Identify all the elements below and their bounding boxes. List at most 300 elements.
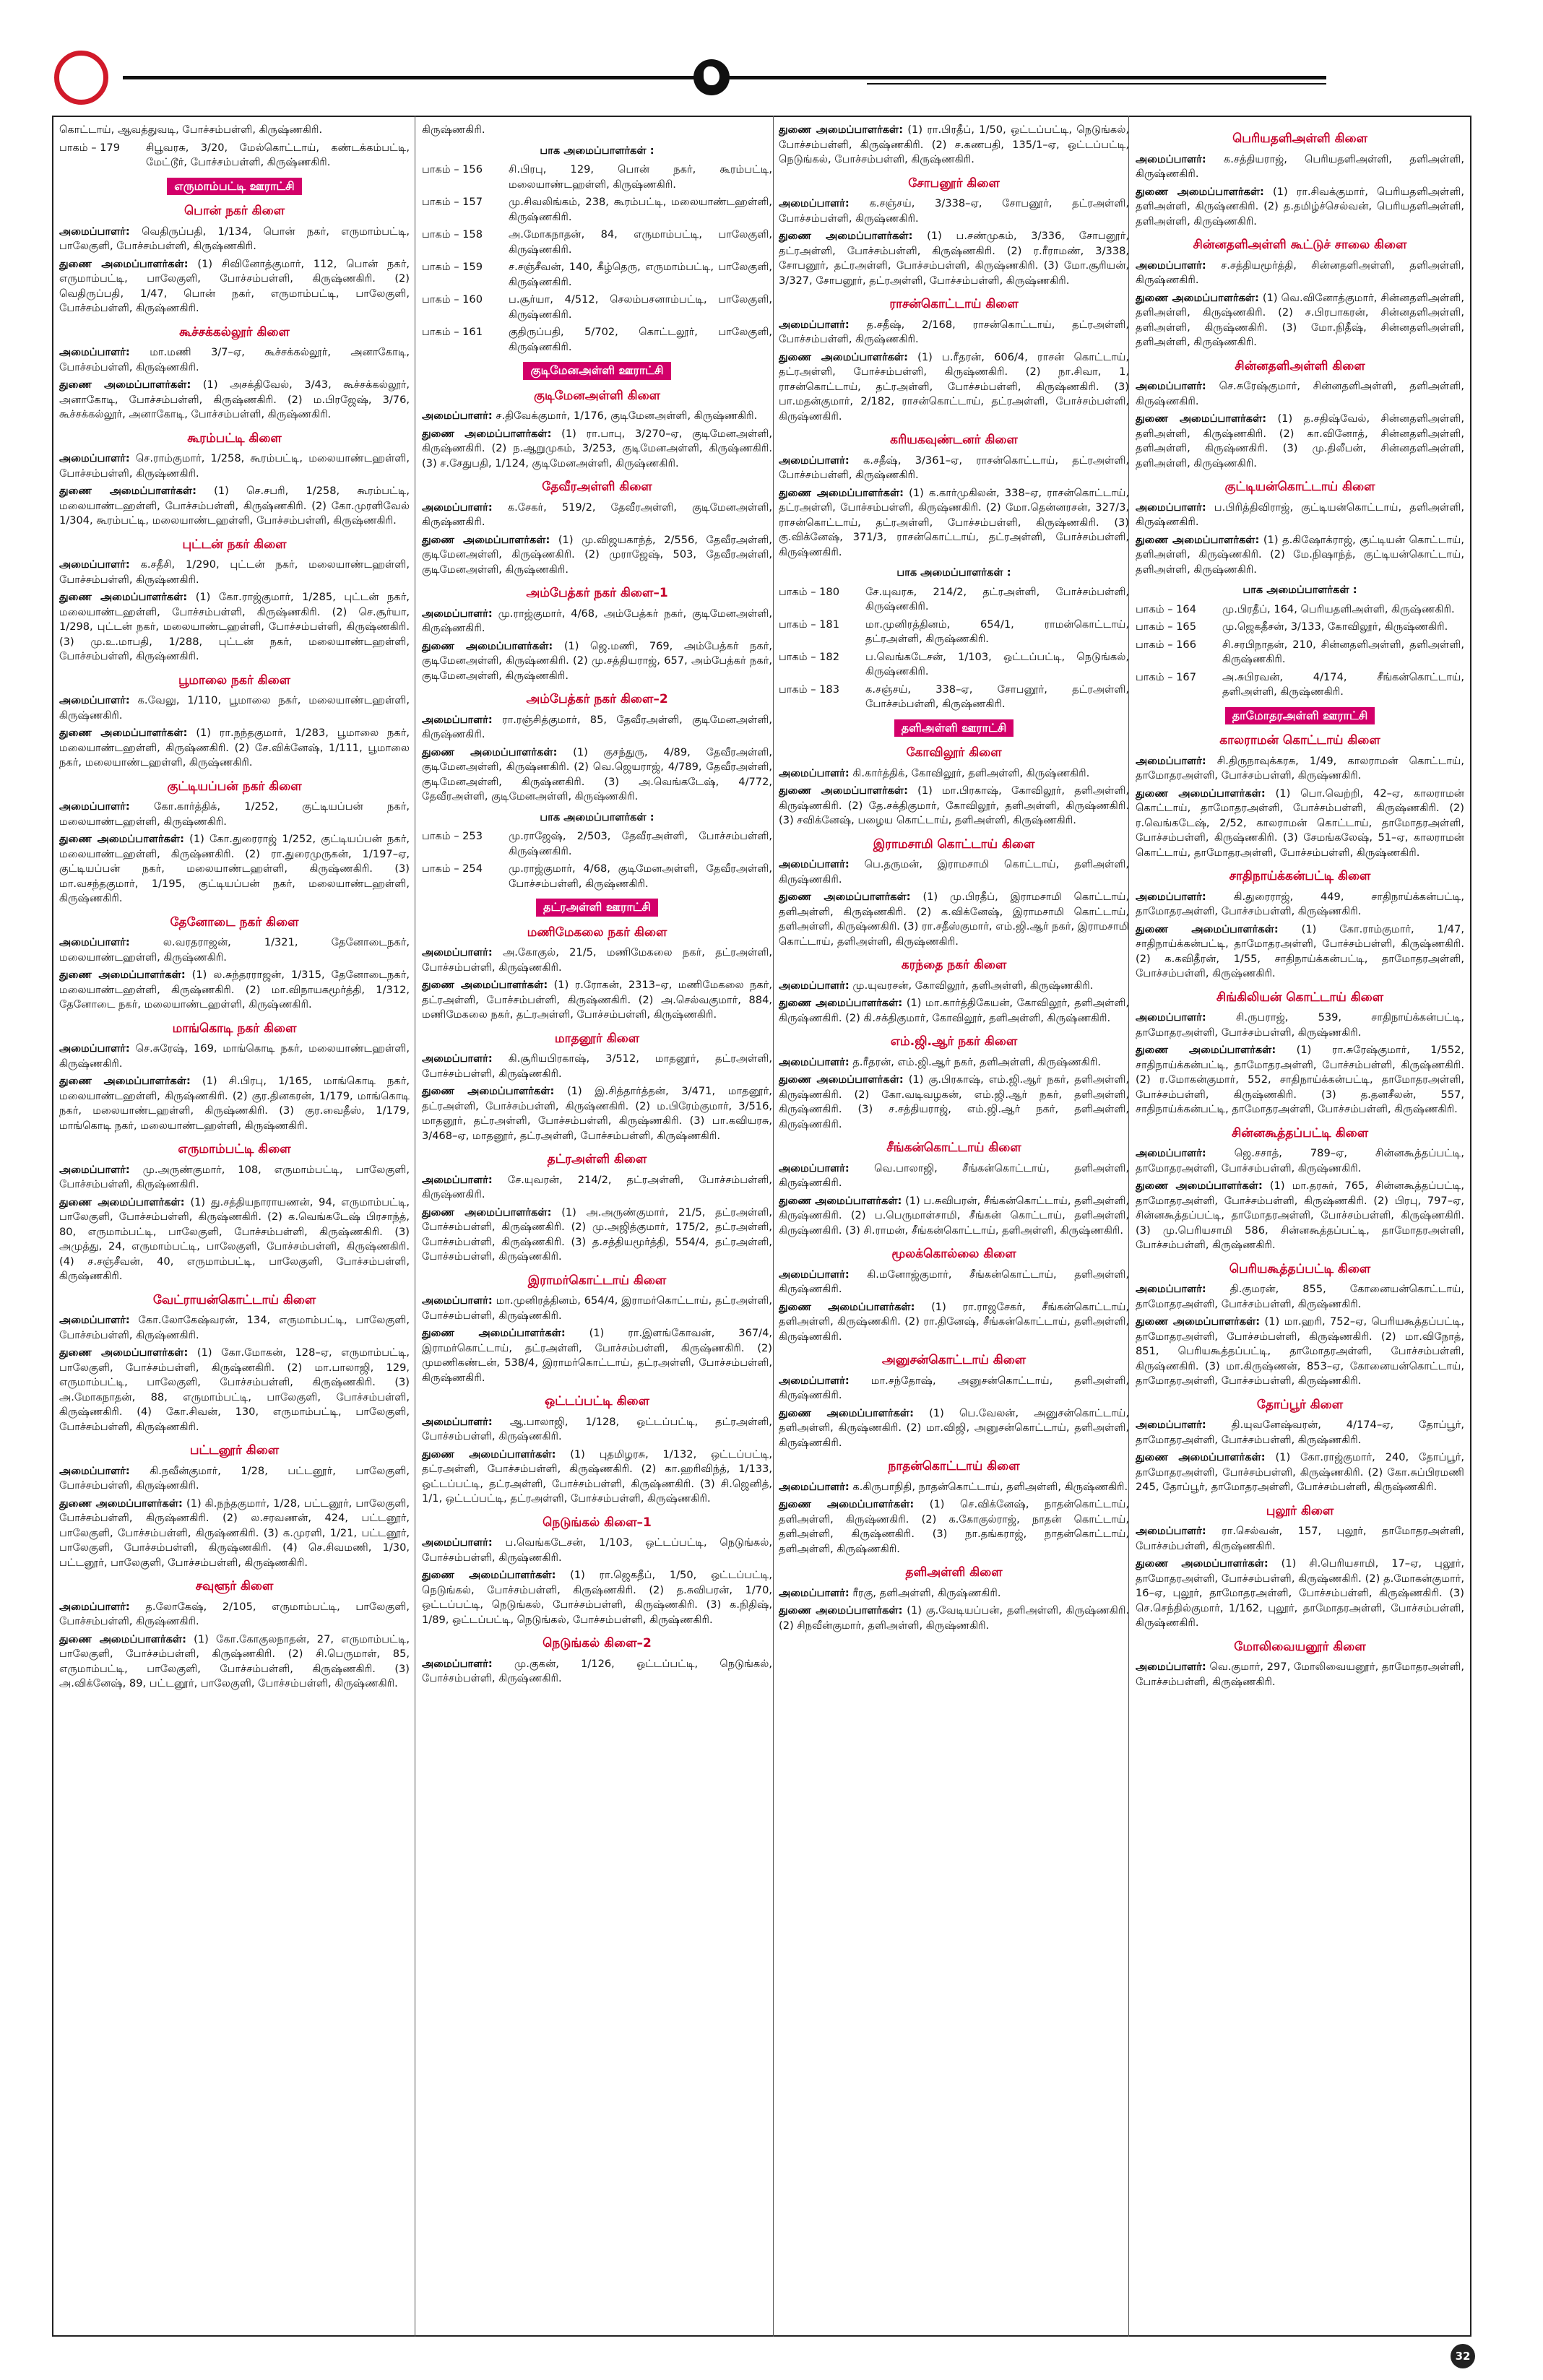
member-entry: [422, 1294, 772, 1323]
member-details: மா.மணி 3/7–ஏ, கூச்சக்கல்லூர், அனாகோடி, போச்சம்பள்ளி, கிருஷ்ணகிரி.: [59, 346, 410, 373]
booth-number: பாகம் – 181: [779, 618, 839, 631]
role-label: அமைப்பாளர்:: [422, 946, 493, 959]
member-details: ச.சத்தியமூர்த்தி, சின்னதளிஅள்ளி, தளிஅள்ளி, கிருஷ்ணகிரி.: [1136, 259, 1464, 286]
member-entry: [59, 378, 410, 423]
member-entry: [422, 1173, 772, 1203]
member-details: (1) புதமிழரசு, 1/132, ஒட்டப்பட்டி, தட்ரஅள்ளி, போச்சம்பள்ளி, கிருஷ்ணகிரி. (2) கா.ஹரிவிந்த், 1/133, ஒட்டப்பட்டி, தட்ரஅள்ளி, போச்சம்பள்ளி, கிருஷ்ணகிரி. (3) சி.ஜெனித், 1/1, ஒட்டப்பட்டி, தட்ரஅள்ளி, போச்சம்பள்ளி, கிருஷ்ணகிரி.: [422, 1448, 772, 1505]
member-entry: [59, 257, 410, 316]
member-details: பெ.தருமன், இராமசாமி கொட்டாய், தளிஅள்ளி, கிருஷ்ணகிரி.: [779, 858, 1130, 886]
member-entry: [59, 1163, 410, 1193]
member-entry: [422, 607, 772, 636]
member-details: செ.சுரேஷ்குமார், சின்னதளிஅள்ளி, தளிஅள்ளி, கிருஷ்ணகிரி.: [1136, 380, 1464, 407]
role-label: துணை அமைப்பாளர்கள்:: [59, 485, 196, 497]
branch-heading: சின்னதளிஅள்ளி கூட்டுச் சாலை கிளை: [1193, 238, 1407, 252]
role-label: துணை அமைப்பாளர்கள்:: [422, 1448, 556, 1461]
member-entry: [779, 766, 1129, 782]
member-entry: [779, 1586, 1129, 1601]
branch-heading: நாதன்கொட்டாய் கிளை: [888, 1459, 1020, 1474]
member-entry: [422, 1206, 772, 1265]
member-details: (1) ர.ரோகன், 2313–ஏ, மணிமேகலை நகர், தட்ரஅள்ளி, போச்சம்பள்ளி, கிருஷ்ணகிரி. (2) அ.செல்வகுமார், 884, மணிமேகலை நகர், தட்ரஅள்ளி, போச்சம்பள்ளி, கிருஷ்ணகிரி.: [422, 979, 773, 1021]
member-details: க.கிருபாநிதி, நாதன்கொட்டாய், தளிஅள்ளி, கிருஷ்ணகிரி.: [852, 1480, 1128, 1493]
member-details: கொட்டாய், ஆவத்துவடி, போச்சம்பள்ளி, கிருஷ்ணகிரி.: [59, 124, 323, 136]
role-label: துணை அமைப்பாளர்கள்:: [59, 591, 188, 603]
corner-circle-ornament: [54, 51, 108, 105]
booth-number: பாகம் – 254: [422, 862, 483, 875]
role-label: துணை அமைப்பாளர்கள்:: [422, 427, 552, 440]
member-details: (1) செ.விக்னேஷ், நாதன்கொட்டாய், தளிஅள்ளி, கிருஷ்ணகிரி. (2) க.கோகுல்ராஜ், நாதன் கொட்டாய், தளிஅள்ளி, கிருஷ்ணகிரி. (3) நா.தங்கராஜ், நாதன்கொட்டாய், தளிஅள்ளி, கிருஷ்ணகிரி.: [779, 1498, 1129, 1555]
booth-entry: [422, 228, 772, 257]
role-label: துணை அமைப்பாளர்கள்:: [422, 1206, 552, 1219]
member-entry: [1136, 185, 1464, 230]
branch-heading: கூச்சக்கல்லூர் கிளை: [179, 324, 290, 339]
branch-heading: சீங்கன்கொட்டாய் கிளை: [886, 1141, 1021, 1155]
role-label: துணை அமைப்பாளர்கள்:: [59, 727, 188, 739]
member-details: (1) கோ.மோகன், 128–ஏ, எருமாம்பட்டி, பாலேகுளி, போச்சம்பள்ளி, கிருஷ்ணகிரி. (2) மா.பாலாஜி, 129, எருமாம்பட்டி, பாலேகுளி, போச்சம்பள்ளி, கிருஷ்ணகிரி. (3) அ.மோகநாதன், 88, எருமாம்பட்டி, பாலேகுளி, போச்சம்பள்ளி, கிருஷ்ணகிரி. (4) கோ.சிவன், 130, எருமாம்பட்டி, பாலேகுளி, போச்சம்பள்ளி, கிருஷ்ணகிரி.: [59, 1346, 410, 1433]
role-label: துணை அமைப்பாளர்கள்:: [422, 639, 553, 652]
member-entry: [59, 1346, 410, 1435]
member-details: தி.யுவனேஷ்வரன், 4/174–ஏ, தோப்பூர், தாமோதரஅள்ளி, போச்சம்பள்ளி, கிருஷ்ணகிரி.: [1136, 1419, 1464, 1446]
member-details: (1) ரா.ஜெகதீப், 1/50, ஒட்டப்பட்டி, நெடுங்கல், போச்சம்பள்ளி, கிருஷ்ணகிரி. (2) த.சுவிபரன், 1/70, ஒட்டப்பட்டி, நெடுங்கல், போச்சம்பள்ளி, கிருஷ்ணகிரி. (3) க.நிதிஷ், 1/89, ஒட்டப்பட்டி, நெடுங்கல், போச்சம்பள்ளி, கிருஷ்ணகிரி.: [422, 1569, 773, 1626]
role-label: அமைப்பாளர்:: [59, 1600, 130, 1613]
member-details: செ.சுரேஷ், 169, மாங்கொடி நகர், மலையாண்டஹள்ளி, கிருஷ்ணகிரி.: [59, 1042, 410, 1070]
member-details: (1) து.சத்தியநாராயணன், 94, எருமாம்பட்டி, பாலேகுளி, போச்சம்பள்ளி, கிருஷ்ணகிரி. (2) க.வெங்கடேஷ் பிரசாந்த், 80, எருமாம்பட்டி, பாலேகுளி, போச்சம்பள்ளி, கிருஷ்ணகிரி. (3) அமுத்து, 24, எருமாம்பட்டி, பாலேகுளி, போச்சம்பள்ளி, கிருஷ்ணகிரி. (4) ச.சஞ்சீவன், 40, எருமாம்பட்டி, பாலேகுளி, போச்சம்பள்ளி, கிருஷ்ணகிரி.: [59, 1195, 410, 1282]
member-details: மா.முனிரத்தினம், 654/4, இராமர்கொட்டாய், தட்ரஅள்ளி, போச்சம்பள்ளி, கிருஷ்ணகிரி.: [422, 1294, 772, 1322]
role-label: அமைப்பாளர்:: [422, 410, 493, 422]
member-details: ல.வரதராஜன், 1/321, தேனோடைநகர், மலையாண்டஹள்ளி, கிருஷ்ணகிரி.: [59, 936, 410, 964]
member-details: (1) பெ.வேலன், அனுசன்கொட்டாய், தளிஅள்ளி, கிருஷ்ணகிரி. (2) மா.விஜி, அனுசன்கொட்டாய், தளிஅள்ளி, கிருஷ்ணகிரி.: [779, 1406, 1130, 1449]
member-entry: [422, 1568, 772, 1627]
member-entry: [59, 1632, 410, 1692]
member-details: (1) த.கிஷோக்ராஜ், குட்டியன் கொட்டாய், தளிஅள்ளி, கிருஷ்ணகிரி. (2) மே.நிஷாந்த், குட்டியன்கொட்டாய், தளிஅள்ளி, கிருஷ்ணகிரி.: [1136, 533, 1465, 576]
member-entry: [1136, 1179, 1464, 1253]
member-details: (1) கோ.ராம்குமார், 1/47, சாதிநாய்க்கன்பட்டி, தாமோதரஅள்ளி, போச்சம்பள்ளி, கிருஷ்ணகிரி. (2) க.கவிதீரன், 1/55, சாதிநாய்க்கன்பட்டி, தாமோதரஅள்ளி, போச்சம்பள்ளி, கிருஷ்ணகிரி.: [1136, 922, 1465, 979]
booth-entry: [1136, 620, 1464, 635]
booth-number: பாகம் – 157: [422, 196, 483, 208]
booth-entry: [1136, 670, 1464, 700]
member-entry: [422, 409, 772, 424]
role-label: துணை அமைப்பாளர்கள்:: [59, 257, 189, 270]
member-details: (1) சி.பிரபு, 1/165, மாங்கொடி நகர், மலையாண்டஹள்ளி, கிருஷ்ணகிரி. (2) குர.தினகரன், 1/179, மாங்கொடி நகர், மலையாண்டஹள்ளி, கிருஷ்ணகிரி. (3) குர.வைதீஸ், 1/179, மாங்கொடி நகர், மலையாண்டஹள்ளி, கிருஷ்ணகிரி.: [59, 1075, 410, 1132]
member-details: சி.திருநாவுக்கரசு, 1/49, காலராமன் கொட்டாய், தாமோதரஅள்ளி, போச்சம்பள்ளி, கிருஷ்ணகிரி.: [1136, 754, 1464, 782]
member-entry: [779, 486, 1129, 561]
branch-heading: கரியகவுண்டனர் கிளை: [890, 433, 1018, 447]
branch-heading: காலராமன் கொட்டாய் கிளை: [1219, 733, 1380, 748]
member-details: (1) ல.சுந்தரராஜன், 1/315, தேனோடைநகர், மலையாண்டஹள்ளி, கிருஷ்ணகிரி. (2) மா.விநாயகமூர்த்தி, 1/312, தேனோடை நகர், மலையாண்டஹள்ளி, கிருஷ்ணகிரி.: [59, 969, 410, 1011]
member-entry: [779, 996, 1129, 1026]
column-2: [422, 123, 772, 1689]
role-label: துணை அமைப்பாளர்கள்:: [1136, 291, 1259, 304]
role-label: துணை அமைப்பாளர்கள்:: [59, 1195, 185, 1208]
column-3: [779, 123, 1129, 1636]
member-entry: [422, 713, 772, 743]
role-label: அமைப்பாளர்:: [59, 694, 130, 706]
member-details: (1) கோ.ராஜ்குமார், 1/285, புட்டன் நகர், மலையாண்டஹள்ளி, போச்சம்பள்ளி, கிருஷ்ணகிரி. (2) செ.சூர்யா, 1/298, புட்டன் நகர், மலையாண்டஹள்ளி, போச்சம்பள்ளி, கிருஷ்ணகிரி. (3) மு.உ.மாபதி, 1/288, புட்டன் நகர், மலையாண்டஹள்ளி, போச்சம்பள்ளி, கிருஷ்ணகிரி.: [59, 591, 410, 662]
member-entry: [59, 123, 410, 138]
booth-number: பாகம் – 253: [422, 830, 483, 842]
member-entry: [422, 978, 772, 1023]
booth-number: பாகம் – 161: [422, 326, 483, 338]
member-entry: [779, 1194, 1129, 1239]
role-label: துணை அமைப்பாளர்கள்:: [422, 1085, 555, 1097]
role-label: துணை அமைப்பாளர்கள்:: [779, 1300, 915, 1313]
member-details: (1) கி.நந்தகுமார், 1/28, பட்டனூர், பாலேகுளி, போச்சம்பள்ளி, கிருஷ்ணகிரி. (2) ல.சரவணன், 424, பட்டனூர், பாலேகுளி, போச்சம்பள்ளி, கிருஷ்ணகிரி. (3) க.முரளி, 1/21, பட்டனூர், பாலேகுளி, போச்சம்பள்ளி, கிருஷ்ணகிரி. (4) செ.சிவமணி, 1/30, பட்டனூர், பாலேகுளி, போச்சம்பள்ளி, கிருஷ்ணகிரி.: [59, 1497, 410, 1569]
member-details: (1) மு.பிரதீப், இராமசாமி கொட்டாய், தளிஅள்ளி, கிருஷ்ணகிரி. (2) க.விக்னேஷ், இராமசாமி கொட்டாய், தளிஅள்ளி, கிருஷ்ணகிரி. (3) ரா.சதீஸ்குமார், எம்.ஜி.ஆர் நகர், இராமசாமி கொட்டாய், தளிஅள்ளி, கிருஷ்ணகிரி.: [779, 891, 1129, 948]
booth-entry: [779, 683, 1129, 712]
member-details: க.சேகர், 519/2, தேவீரஅள்ளி, குடிமேனஅள்ளி, கிருஷ்ணகிரி.: [422, 501, 773, 528]
branch-heading: சோபனூர் கிளை: [908, 176, 1000, 191]
member-entry: [59, 558, 410, 587]
branch-heading: மாதனூர் கிளை: [554, 1031, 640, 1046]
panchayat-banner: எருமாம்பட்டி ஊராட்சி: [167, 178, 301, 196]
role-label: துணை அமைப்பாளர்கள்:: [779, 1073, 904, 1086]
member-entry: [1136, 1011, 1464, 1040]
branch-heading: தோப்பூர் கிளை: [1256, 1397, 1344, 1412]
booth-details: க.சஞ்சய், 338–ஏ, சோபனூர், தட்ரஅள்ளி, போச்சம்பள்ளி, கிருஷ்ணகிரி.: [865, 683, 1129, 710]
booth-details: ப.சூர்யா, 4/512, செலம்பசனாம்பட்டி, பாலேகுளி, கிருஷ்ணகிரி.: [509, 293, 772, 321]
member-details: வெதிருப்பதி, 1/134, பொன் நகர், எருமாம்பட்டி, பாலேகுளி, போச்சம்பள்ளி, கிருஷ்ணகிரி.: [59, 225, 410, 252]
panchayat-banner: தளிஅள்ளி ஊராட்சி: [894, 719, 1014, 737]
member-entry: [422, 745, 772, 805]
branch-heading: புட்டன் நகர் கிளை: [182, 537, 287, 552]
branch-heading: அம்பேத்கர் நகர் கிளை–2: [526, 692, 668, 706]
role-label: துணை அமைப்பாளர்கள்:: [59, 1632, 186, 1645]
branch-heading: தட்ரஅள்ளி கிளை: [547, 1152, 647, 1167]
member-entry: [779, 350, 1129, 425]
booth-entry: [1136, 638, 1464, 667]
member-details: (1) கு.பிரகாஷ், எம்.ஜி.ஆர் நகர், தளிஅள்ளி, கிருஷ்ணகிரி. (2) கோ.வடிவழகன், எம்.ஜி.ஆர் நகர், தளிஅள்ளி, கிருஷ்ணகிரி. (3) ச.சத்தியராஜ், எம்.ஜி.ஆர் நகர், தளிஅள்ளி, கிருஷ்ணகிரி.: [779, 1073, 1130, 1130]
branch-heading: மாங்கொடி நகர் கிளை: [172, 1021, 297, 1036]
member-entry: [779, 1073, 1129, 1132]
booth-number: பாகம் – 179: [59, 141, 120, 154]
booth-details: மா.முனிரத்தினம், 654/1, ராமன்கொட்டாய், தட்ரஅள்ளி, கிருஷ்ணகிரி.: [865, 618, 1129, 645]
member-entry: [1136, 1418, 1464, 1448]
member-entry: [422, 945, 772, 975]
member-entry: [59, 800, 410, 829]
role-label: அமைப்பாளர்:: [1136, 380, 1206, 392]
member-details: மு.ராஜ்குமார், 4/68, அம்பேத்கர் நகர், குடிமேனஅள்ளி, கிருஷ்ணகிரி.: [422, 607, 773, 634]
role-label: துணை அமைப்பாளர்கள்:: [779, 1194, 902, 1207]
role-label: துணை அமைப்பாளர்கள்:: [779, 1406, 914, 1419]
member-details: ச.திவேக்குமார், 1/176, குடிமேனஅள்ளி, கிருஷ்ணகிரி.: [496, 410, 758, 422]
column-4: [1136, 123, 1464, 1692]
role-label: துணை அமைப்பாளர்கள்:: [1136, 1044, 1276, 1056]
member-details: கி.சூரியபிரகாஷ், 3/512, மாதனூர், தட்ரஅள்ளி, போச்சம்பள்ளி, கிருஷ்ணகிரி.: [422, 1052, 772, 1080]
member-details: கி.நவீன்குமார், 1/28, பட்டனூர், பாலேகுளி, போச்சம்பள்ளி, கிருஷ்ணகிரி.: [59, 1464, 410, 1492]
member-entry: [59, 590, 410, 665]
member-entry: [779, 318, 1129, 347]
member-entry: [59, 484, 410, 529]
role-label: அமைப்பாளர்:: [422, 1052, 493, 1065]
role-label: அமைப்பாளர்:: [59, 800, 130, 813]
role-label: அமைப்பாளர்:: [59, 558, 130, 571]
member-entry: [422, 533, 772, 578]
branch-heading: தளிஅள்ளி கிளை: [905, 1565, 1003, 1580]
booth-entry: [422, 862, 772, 891]
panchayat-banner: குடிமேனஅள்ளி ஊராட்சி: [523, 362, 670, 380]
member-details: சே.யுவரன், 214/2, தட்ரஅள்ளி, போச்சம்பள்ளி, கிருஷ்ணகிரி.: [422, 1173, 773, 1200]
role-label: அமைப்பாளர்:: [779, 454, 850, 467]
role-label: அமைப்பாளர்:: [422, 1173, 493, 1186]
member-details: (1) ரா.ராஜசேகர், சீங்கன்கொட்டாய், தளிஅள்ளி, கிருஷ்ணகிரி. (2) ரா.தினேஷ், சீங்கன்கொட்டாய், தளிஅள்ளி, கிருஷ்ணகிரி.: [779, 1300, 1129, 1343]
booth-details: சி.சரபிநாதன், 210, சின்னதளிஅள்ளி, தளிஅள்ளி, கிருஷ்ணகிரி.: [1222, 638, 1464, 665]
branch-heading: கோவிலூர் கிளை: [906, 745, 1002, 760]
booth-number: பாகம் – 159: [422, 261, 483, 273]
branch-heading: கூரம்பட்டி கிளை: [187, 430, 282, 446]
member-details: த.லோகேஷ், 2/105, எருமாம்பட்டி, பாலேகுளி, போச்சம்பள்ளி, கிருஷ்ணகிரி.: [59, 1600, 410, 1627]
role-label: அமைப்பாளர்:: [59, 225, 130, 238]
member-details: ரா.செல்வன், 157, புலூர், தாமோதரஅள்ளி, போச்சம்பள்ளி, கிருஷ்ணகிரி.: [1136, 1525, 1464, 1552]
booth-number: பாகம் – 166: [1136, 638, 1196, 651]
member-details: (1) ரா.இளங்கோவன், 367/4, இராமர்கொட்டாய், தட்ரஅள்ளி, போச்சம்பள்ளி, கிருஷ்ணகிரி. (2) முமணிகண்டன், 538/4, இராமர்கொட்டாய், தட்ரஅள்ளி, போச்சம்பள்ளி, கிருஷ்ணகிரி.: [422, 1327, 772, 1384]
role-label: துணை அமைப்பாளர்கள்:: [59, 833, 184, 845]
header-rule-thin: [867, 83, 1326, 85]
booth-entry: [1136, 602, 1464, 618]
role-label: துணை அமைப்பாளர்கள்:: [779, 230, 913, 242]
member-details: ப.பிரித்திவிராஜ், குட்டியன்கொட்டாய், தளிஅள்ளி, கிருஷ்ணகிரி.: [1136, 501, 1464, 528]
branch-heading: சின்னதளிஅள்ளி கிளை: [1235, 358, 1365, 373]
page-header: [0, 0, 1543, 116]
role-label: துணை அமைப்பாளர்கள்:: [1136, 533, 1260, 546]
role-label: அமைப்பாளர்:: [779, 1374, 850, 1387]
member-entry: [59, 693, 410, 723]
member-entry: [422, 1657, 772, 1687]
branch-heading: அனுசன்கொட்டாய் கிளை: [881, 1353, 1026, 1367]
branch-heading: சிங்கிலியன் கொட்டாய் கிளை: [1216, 990, 1384, 1005]
member-entry: [779, 1161, 1129, 1191]
booth-details: மு.ஜெகதீசன், 3/133, கோவிலூர், கிருஷ்ணகிரி.: [1222, 620, 1448, 633]
branch-heading: பெரியகூத்தப்பட்டி கிளை: [1229, 1261, 1371, 1276]
booth-details: சி.பிரபு, 129, பொன் நகர், கூரம்பட்டி, மலையாண்டஹள்ளி, கிருஷ்ணகிரி.: [509, 163, 772, 191]
role-label: அமைப்பாளர்:: [1136, 1661, 1206, 1673]
booth-details: அ.மோகநாதன், 84, எருமாம்பட்டி, பாலேகுளி, கிருஷ்ணகிரி.: [509, 228, 772, 256]
branch-heading: ஒட்டப்பட்டி கிளை: [545, 1394, 649, 1408]
member-details: (1) கோ.துரைராஜ் 1/252, குட்டியப்பன் நகர், மலையாண்டஹள்ளி, கிருஷ்ணகிரி. (2) ரா.துரைமுருகன், 1/197–ஏ, குட்டியப்பன் நகர், மலையாண்டஹள்ளி, கிருஷ்ணகிரி. (3) மா.வசந்தகுமார், 1/195, குட்டியப்பன் நகர், மலையாண்டஹள்ளி, கிருஷ்ணகிரி.: [59, 833, 410, 904]
branch-heading: கரந்தை நகர் கிளை: [901, 958, 1007, 972]
role-label: அமைப்பாளர்:: [1136, 1283, 1206, 1295]
member-entry: [1136, 1146, 1464, 1176]
branch-heading: வேட்ராயன்கொட்டாய் கிளை: [152, 1292, 316, 1307]
branch-heading: பூமாலை நகர் கிளை: [178, 672, 290, 688]
booth-details: சே.யுவரசு, 214/2, தட்ரஅள்ளி, போச்சம்பள்ளி, கிருஷ்ணகிரி.: [865, 585, 1129, 613]
member-entry: [59, 1313, 410, 1343]
member-details: க.சதீசி, 1/290, புட்டன் நகர், மலையாண்டஹள்ளி, போச்சம்பள்ளி, கிருஷ்ணகிரி.: [59, 558, 410, 586]
role-label: துணை அமைப்பாளர்கள்:: [779, 350, 908, 363]
role-label: துணை அமைப்பாளர்கள்:: [779, 891, 911, 903]
booth-number: பாகம் – 182: [779, 650, 839, 663]
role-label: அமைப்பாளர்:: [779, 858, 850, 870]
role-label: அமைப்பாளர்:: [1136, 754, 1206, 767]
member-entry: [779, 1374, 1129, 1403]
member-entry: [59, 935, 410, 965]
member-entry: [422, 123, 772, 138]
member-entry: [59, 1195, 410, 1284]
member-entry: [1136, 1450, 1464, 1495]
role-label: துணை அமைப்பாளர்கள்:: [779, 784, 908, 797]
member-entry: [1136, 890, 1464, 919]
role-label: துணை அமைப்பாளர்கள்:: [1136, 1315, 1261, 1328]
role-label: துணை அமைப்பாளர்கள்:: [422, 1569, 556, 1581]
branch-heading: சவுளூர் கிளை: [195, 1579, 274, 1593]
branch-heading: குட்டியப்பன் நகர் கிளை: [167, 779, 302, 794]
role-label: அமைப்பாளர்:: [779, 1480, 850, 1493]
member-details: (1) கோ.ராஜ்குமார், 240, தோப்பூர், தாமோதரஅள்ளி, போச்சம்பள்ளி, கிருஷ்ணகிரி. (2) கோ.சுப்பிரமணி 245, தோப்பூர், தாமோதரஅள்ளி, போச்சம்பள்ளி, கிருஷ்ணகிரி.: [1136, 1451, 1464, 1493]
member-details: (1) ரா.நந்தகுமார், 1/283, பூமாலை நகர், மலையாண்டஹள்ளி, கிருஷ்ணகிரி. (2) சே.விக்னேஷ், 1/111, பூமாலை நகர், மலையாண்டஹள்ளி, கிருஷ்ணகிரி.: [59, 727, 410, 769]
member-entry: [422, 1448, 772, 1507]
member-entry: [779, 1055, 1129, 1070]
member-entry: [1136, 1524, 1464, 1554]
role-label: துணை அமைப்பாளர்கள்:: [422, 533, 550, 546]
booth-entry: [422, 195, 772, 225]
member-entry: [422, 427, 772, 472]
role-label: அமைப்பாளர்:: [1136, 1011, 1206, 1024]
member-entry: [59, 1042, 410, 1071]
role-label: அமைப்பாளர்:: [59, 936, 130, 948]
booth-subheading: பாக அமைப்பாளர்கள் :: [540, 144, 654, 157]
member-details: ரீரகு, தளிஅள்ளி, கிருஷ்ணகிரி.: [852, 1586, 1001, 1599]
branch-heading: நெடுங்கல் கிளை–2: [543, 1636, 652, 1650]
branch-heading: சின்னகூத்தப்பட்டி கிளை: [1231, 1125, 1369, 1141]
role-label: அமைப்பாளர்:: [779, 1055, 850, 1068]
role-label: அமைப்பாளர்:: [422, 607, 493, 620]
member-entry: [779, 1406, 1129, 1451]
booth-details: மு.ராஜேஷ், 2/503, தேவீரஅள்ளி, போச்சம்பள்ளி, கிருஷ்ணகிரி.: [509, 830, 772, 857]
booth-details: மு.பிரதீப், 164, பெரியதளிஅள்ளி, கிருஷ்ணகிரி.: [1222, 602, 1455, 615]
booth-details: மு.ராஜ்குமார், 4/68, குடிமேனஅள்ளி, தேவீரஅள்ளி, போச்சம்பள்ளி, கிருஷ்ணகிரி.: [509, 862, 772, 890]
booth-entry: [59, 141, 410, 170]
member-entry: [1136, 259, 1464, 288]
member-entry: [779, 979, 1129, 994]
member-entry: [779, 1480, 1129, 1495]
role-label: துணை அமைப்பாளர்கள்:: [59, 1346, 189, 1359]
booth-details: குதிருப்பதி, 5/702, கொட்டலூர், பாலேகுளி, கிருஷ்ணகிரி.: [509, 326, 772, 353]
branch-heading: குட்டியன்கொட்டாய் கிளை: [1224, 480, 1375, 494]
member-details: ரா.ரஞ்சித்குமார், 85, தேவீரஅள்ளி, குடிமேனஅள்ளி, கிருஷ்ணகிரி.: [422, 713, 772, 740]
member-details: (1) ப.ரீதரன், 606/4, ராசன் கொட்டாய், தட்ரஅள்ளி, போச்சம்பள்ளி, கிருஷ்ணகிரி. (2) நா.சிவா, 1, ராசன்கொட்டாய், தட்ரஅள்ளி, போச்சம்பள்ளி, கிருஷ்ணகிரி. (3) பா.மதன்குமார், 2/182, ராசன்கொட்டாய், தட்ரஅள்ளி, போச்சம்பள்ளி, கிருஷ்ணகிரி.: [779, 350, 1129, 423]
member-details: (1) ரா.பிரதீப், 1/50, ஒட்டப்பட்டி, நெடுங்கல், போச்சம்பள்ளி, கிருஷ்ணகிரி. (2) ச.கணபதி, 135/1–ஏ, ஒட்டப்பட்டி, நெடுங்கல், போச்சம்பள்ளி, கிருஷ்ணகிரி.: [779, 124, 1129, 165]
role-label: அமைப்பாளர்:: [779, 766, 850, 779]
booth-number: பாகம் – 156: [422, 163, 483, 176]
booth-details: ச.சஞ்சீவன், 140, கீழ்தெரு, எருமாம்பட்டி, பாலேகுளி, கிருஷ்ணகிரி.: [509, 261, 772, 288]
member-details: அ.கோகுல், 21/5, மணிமேகலை நகர், தட்ரஅள்ளி, போச்சம்பள்ளி, கிருஷ்ணகிரி.: [422, 946, 773, 974]
booth-details: மு.சிவலிங்கம், 238, கூரம்பட்டி, மலையாண்டஹள்ளி, கிருஷ்ணகிரி.: [509, 196, 772, 223]
member-details: (1) ப.சண்முகம், 3/336, சோபனூர், தட்ரஅள்ளி, போச்சம்பள்ளி, கிருஷ்ணகிரி. (2) ர.ரீராமண், 3/338, சோபனூர், தட்ரஅள்ளி, போச்சம்பள்ளி, கிருஷ்ணகிரி. (3) மோ.சூரியன், 3/327, சோபனூர், தட்ரஅள்ளி, போச்சம்பள்ளி, கிருஷ்ணகிரி.: [779, 230, 1130, 287]
member-entry: [1136, 787, 1464, 861]
role-label: துணை அமைப்பாளர்கள்:: [59, 1497, 183, 1510]
role-label: அமைப்பாளர்:: [59, 452, 130, 464]
role-label: அமைப்பாளர்:: [422, 501, 493, 514]
branch-heading: எருமாம்பட்டி கிளை: [178, 1142, 291, 1156]
member-entry: [779, 890, 1129, 949]
role-label: துணை அமைப்பாளர்கள்:: [422, 745, 558, 758]
booth-entry: [422, 829, 772, 859]
role-label: துணை அமைப்பாளர்கள்:: [1136, 787, 1266, 800]
column-divider: [773, 116, 774, 2337]
member-details: (1) ரா.சுரேஷ்குமார், 1/552, சாதிநாய்க்கன்பட்டி, தாமோதரஅள்ளி, போச்சம்பள்ளி, கிருஷ்ணகிரி. (2) ர.மோகன்குமார், 552, சாதிநாய்க்கன்பட்டி, தாமோதரஅள்ளி, போச்சம்பள்ளி, கிருஷ்ணகிரி. (3) த.தனசீலன், 557, சாதிநாய்க்கன்பட்டி, தாமோதரஅள்ளி, போச்சம்பள்ளி, கிருஷ்ணகிரி.: [1136, 1044, 1465, 1115]
member-details: (1) ரா.பாபு, 3/270–ஏ, குடிமேனஅள்ளி, கிருஷ்ணகிரி. (2) ந.ஆறுமுகம், 3/253, குடிமேனஅள்ளி, கிருஷ்ணகிரி. (3) ச.சேதுபதி, 1/124, குடிமேனஅள்ளி, கிருஷ்ணகிரி.: [422, 427, 773, 469]
role-label: அமைப்பாளர்:: [1136, 1525, 1206, 1537]
role-label: அமைப்பாளர்:: [422, 1657, 493, 1670]
role-label: அமைப்பாளர்:: [59, 1464, 130, 1477]
member-entry: [59, 832, 410, 906]
branch-heading: புலூர் கிளை: [1266, 1503, 1334, 1518]
member-entry: [422, 501, 772, 530]
member-entry: [422, 1536, 772, 1565]
member-details: தி.குமரன், 855, கோனையன்கொட்டாய், தாமோதரஅள்ளி, போச்சம்பள்ளி, கிருஷ்ணகிரி.: [1136, 1283, 1464, 1310]
branch-heading: இராமர்கொட்டாய் கிளை: [527, 1273, 667, 1288]
role-label: துணை அமைப்பாளர்கள்:: [1136, 1451, 1266, 1463]
role-label: அமைப்பாளர்:: [422, 1294, 493, 1307]
booth-number: பாகம் – 165: [1136, 620, 1196, 633]
member-entry: [1136, 922, 1464, 982]
branch-heading: பட்டனூர் கிளை: [189, 1443, 280, 1458]
member-details: (1) செ.சபரி, 1/258, கூரம்பட்டி, மலையாண்டஹள்ளி, போச்சம்பள்ளி, கிருஷ்ணகிரி. (2) கோ.முரளிவேல் 1/304, கூரம்பட்டி, மலையாண்டஹள்ளி, போச்சம்பள்ளி, கிருஷ்ணகிரி.: [59, 485, 410, 527]
booth-number: பாகம் – 164: [1136, 602, 1196, 615]
member-details: (1) அ.அருண்குமார், 21/5, தட்ரஅள்ளி, போச்சம்பள்ளி, கிருஷ்ணகிரி. (2) மு.அஜித்குமார், 175/2, தட்ரஅள்ளி, போச்சம்பள்ளி, கிருஷ்ணகிரி. (3) த.சத்தியமூர்த்தி, 554/4, தட்ரஅள்ளி, போச்சம்பள்ளி, கிருஷ்ணகிரி.: [422, 1206, 772, 1263]
booth-number: பாகம் – 158: [422, 228, 483, 241]
member-details: வெ.பாலாஜி, சீங்கன்கொட்டாய், தளிஅள்ளி, கிருஷ்ணகிரி.: [779, 1161, 1129, 1189]
branch-heading: பொன் நகர் கிளை: [183, 204, 285, 218]
member-details: த.சதீஷ், 2/168, ராசன்கொட்டாய், தட்ரஅள்ளி, போச்சம்பள்ளி, கிருஷ்ணகிரி.: [779, 318, 1129, 345]
role-label: துணை அமைப்பாளர்கள்:: [59, 378, 191, 391]
member-entry: [59, 225, 410, 254]
booth-subheading: பாக அமைப்பாளர்கள் :: [896, 566, 1011, 579]
booth-entry: [779, 618, 1129, 647]
member-entry: [1136, 379, 1464, 409]
role-label: அமைப்பாளர்:: [779, 318, 850, 331]
booth-details: சிபூவரசு, 3/20, மேல்கொட்டாய், கண்டக்கம்பட்டி, மேட்டூர், போச்சம்பள்ளி, கிருஷ்ணகிரி.: [146, 141, 410, 168]
member-entry: [779, 1497, 1129, 1557]
member-entry: [779, 857, 1129, 887]
booth-number: பாகம் – 183: [779, 683, 839, 696]
booth-entry: [779, 650, 1129, 680]
member-details: மா.சந்தோஷ், அனுசன்கொட்டாய், தளிஅள்ளி, கிருஷ்ணகிரி.: [779, 1374, 1130, 1401]
branch-heading: எம்.ஜி.ஆர் நகர் கிளை: [890, 1034, 1018, 1049]
role-label: அமைப்பாளர்:: [59, 1042, 130, 1055]
member-details: த.ரீதரன், எம்.ஜி.ஆர் நகர், தளிஅள்ளி, கிருஷ்ணகிரி.: [852, 1055, 1102, 1068]
role-label: அமைப்பாளர்:: [1136, 152, 1206, 165]
role-label: துணை அமைப்பாளர்கள்:: [779, 124, 904, 136]
booth-number: பாகம் – 180: [779, 585, 839, 598]
role-label: அமைப்பாளர்:: [1136, 501, 1206, 514]
member-details: சி.ருபராஜ், 539, சாதிநாய்க்கன்பட்டி, தாமோதரஅள்ளி, போச்சம்பள்ளி, கிருஷ்ணகிரி.: [1136, 1011, 1464, 1039]
role-label: அமைப்பாளர்:: [1136, 1419, 1206, 1431]
member-details: (1) இ.சித்தார்த்தன், 3/471, மாதனூர், தட்ரஅள்ளி, போச்சம்பள்ளி, கிருஷ்ணகிரி. (2) ம.பிரேம்குமார், 3/516, மாதனூர், தட்ரஅள்ளி, போச்சம்பள்ளி, கிருஷ்ணகிரி. (3) பா.கவியரசு, 3/468–ஏ, மாதனூர், தட்ரஅள்ளி, போச்சம்பள்ளி, கிருஷ்ணகிரி.: [422, 1085, 772, 1142]
booth-subheading: பாக அமைப்பாளர்கள் :: [540, 810, 654, 823]
party-emblem-icon: [693, 59, 730, 95]
panchayat-banner: தட்ரஅள்ளி ஊராட்சி: [536, 899, 658, 917]
member-entry: [422, 1326, 772, 1385]
panchayat-banner: தாமோதரஅள்ளி ஊராட்சி: [1225, 707, 1375, 725]
branch-heading: ராசன்கொட்டாய் கிளை: [889, 297, 1019, 311]
member-details: க.வேலு, 1/110, பூமாலை நகர், மலையாண்டஹள்ளி, கிருஷ்ணகிரி.: [59, 694, 410, 722]
member-details: (1) த.சதிஷ்வேல், சின்னதளிஅள்ளி, தளிஅள்ளி, கிருஷ்ணகிரி. (2) கா.வினோத், சின்னதளிஅள்ளி, தளிஅள்ளி, கிருஷ்ணகிரி. (3) மு.திலீபன், சின்னதளிஅள்ளி, தளிஅள்ளி, கிருஷ்ணகிரி.: [1136, 412, 1464, 469]
member-details: க.சத்தியராஜ், பெரியதளிஅள்ளி, தளிஅள்ளி, கிருஷ்ணகிரி.: [1136, 152, 1464, 180]
member-entry: [1136, 501, 1464, 530]
branch-heading: மணிமேகலை நகர் கிளை: [527, 925, 667, 940]
branch-heading: இராமசாமி கொட்டாய் கிளை: [873, 836, 1035, 852]
role-label: துணை அமைப்பாளர்கள்:: [1136, 1180, 1263, 1192]
member-entry: [1136, 1043, 1464, 1117]
booth-entry: [422, 325, 772, 355]
booth-entry: [779, 585, 1129, 615]
role-label: அமைப்பாளர்:: [1136, 890, 1206, 903]
member-entry: [1136, 533, 1464, 578]
member-details: (1) குசந்துரு, 4/89, தேவீரஅள்ளி, குடிமேனஅள்ளி, கிருஷ்ணகிரி. (2) வெ.ஜெயராஜ், 4/789, தேவீரஅள்ளி, குடிமேனஅள்ளி, கிருஷ்ணகிரி. (3) அ.வெங்கடேஷ், 4/772, தேவீரஅள்ளி, குடிமேனஅள்ளி, கிருஷ்ணகிரி.: [422, 745, 772, 802]
role-label: அமைப்பாளர்:: [422, 1415, 493, 1428]
member-entry: [779, 196, 1129, 226]
member-details: கோ.லோகேஷ்வரன், 134, எருமாம்பட்டி, பாலேகுளி, போச்சம்பள்ளி, கிருஷ்ணகிரி.: [59, 1314, 410, 1341]
member-entry: [1136, 1557, 1464, 1631]
